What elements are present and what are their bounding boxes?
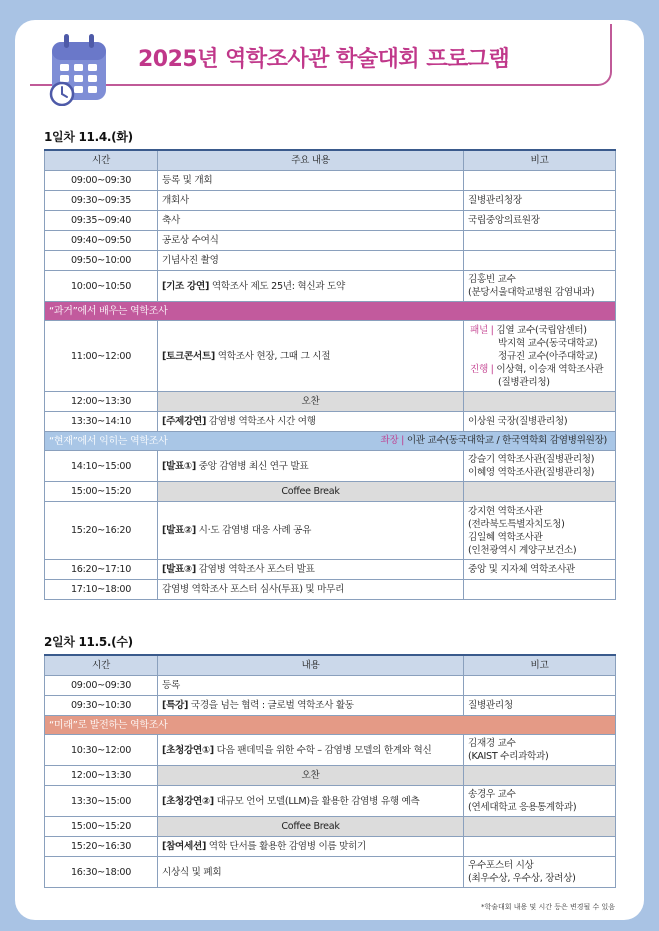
note-cell: 질병관리청장 (464, 191, 616, 211)
table-row (45, 837, 616, 857)
speaker-name: 김일혜 역학조사관 (468, 531, 543, 543)
table-row (45, 231, 616, 251)
table-row (45, 171, 616, 191)
section-title: “과거”에서 배우는 역학조사 (49, 305, 168, 317)
content-cell (158, 451, 464, 482)
time-cell: 09:30~10:30 (45, 696, 158, 716)
content-cell (158, 735, 464, 766)
content-cell (158, 271, 464, 302)
chair-name: 이관 교수(동국대학교 / 한국역학회 감염병위원장) (406, 435, 607, 446)
col-time-header: 시간 (45, 150, 158, 171)
time-cell: 09:00~09:30 (45, 171, 158, 191)
time-cell: 14:10~15:00 (45, 451, 158, 482)
speaker-affiliation: (연세대학교 응용통계학과) (468, 802, 577, 813)
time-cell: 15:00~15:20 (45, 482, 158, 502)
session-title: 다음 팬데믹을 위한 수학 – 감염병 모델의 한계와 혁신 (213, 744, 432, 756)
note-cell: 국립중앙의료원장 (464, 211, 616, 231)
table-row (45, 191, 616, 211)
time-cell: 09:30~09:35 (45, 191, 158, 211)
speaker-name: 송경우 교수 (468, 789, 516, 800)
session-tag: [특강] (162, 700, 189, 711)
session-tag: [발표②] (162, 525, 196, 536)
panel-member: 김열 교수(국립암센터) (496, 324, 587, 336)
note-cell (464, 735, 616, 766)
content-cell (158, 786, 464, 817)
note-cell: 질병관리청 (464, 696, 616, 716)
host-affiliation: (질병관리청) (498, 376, 550, 388)
table-row (45, 857, 616, 888)
session-title: 감염병 역학조사 포스터 발표 (195, 564, 315, 575)
col-note-header: 비고 (464, 655, 616, 676)
table-row (45, 392, 616, 412)
note-cell (464, 817, 616, 837)
note-cell (464, 766, 616, 786)
table-row (45, 560, 616, 580)
break-cell: Coffee Break (158, 817, 464, 837)
session-title: 역학조사 현장, 그때 그 시절 (215, 350, 331, 362)
note-cell (464, 251, 616, 271)
award-note: 우수포스터 시상 (468, 860, 534, 871)
time-cell: 11:00~12:00 (45, 321, 158, 392)
col-note-header: 비고 (464, 150, 616, 171)
session-tag: [초청강연①] (162, 744, 214, 756)
session-tag: [토크콘서트] (162, 350, 216, 362)
note-cell (464, 786, 616, 817)
calendar-clock-icon (44, 24, 114, 106)
content-cell (158, 560, 464, 580)
section-title: “미래”로 발전하는 역학조사 (49, 719, 168, 731)
speaker-affiliation: (인천광역시 계양구보건소) (468, 544, 577, 556)
session-title: 시·도 감염병 대응 사례 공유 (195, 525, 312, 536)
content-cell (158, 837, 464, 857)
note-cell (464, 837, 616, 857)
speaker-name: 강슬기 역학조사관(질병관리청) (468, 454, 595, 465)
section-title: “현재”에서 익히는 역학조사 (49, 435, 168, 447)
note-cell (464, 392, 616, 412)
table-row (45, 251, 616, 271)
time-cell: 16:20~17:10 (45, 560, 158, 580)
col-time-header: 시간 (45, 655, 158, 676)
table-row (45, 676, 616, 696)
note-cell (464, 502, 616, 560)
content-cell: 등록 (158, 676, 464, 696)
table-row (45, 211, 616, 231)
note-cell (464, 482, 616, 502)
note-cell (464, 580, 616, 600)
note-cell (464, 271, 616, 302)
time-cell: 13:30~15:00 (45, 786, 158, 817)
content-cell: 축사 (158, 211, 464, 231)
note-cell: 이상원 국장(질병관리청) (464, 412, 616, 432)
content-cell: 시상식 및 폐회 (158, 857, 464, 888)
day1-schedule-table (44, 149, 616, 600)
panel-member: 박지혁 교수(동국대학교) (498, 337, 598, 349)
speaker-affiliation: (분당서울대학교병원 감염내과) (468, 287, 595, 298)
session-title: 역학 단서를 활용한 감염병 이름 맞히기 (206, 841, 367, 852)
time-cell: 15:20~16:30 (45, 837, 158, 857)
time-cell: 12:00~13:30 (45, 766, 158, 786)
time-cell: 09:35~09:40 (45, 211, 158, 231)
col-content-header: 주요 내용 (158, 150, 464, 171)
speaker-name: 이혜영 역학조사관(질병관리청) (468, 467, 595, 478)
speaker-name: 강지현 역학조사관 (468, 505, 543, 517)
time-cell: 10:30~12:00 (45, 735, 158, 766)
table-row (45, 766, 616, 786)
note-cell (464, 231, 616, 251)
content-cell: 감염병 역학조사 포스터 심사(투표) 및 마무리 (158, 580, 464, 600)
section-row-future (45, 716, 616, 735)
session-tag: [기조 강연] (162, 280, 210, 292)
award-categories: (최우수상, 우수상, 장려상) (468, 873, 576, 884)
session-title: 역학조사 제도 25년: 혁신과 도약 (209, 280, 345, 292)
content-cell: 기념사진 촬영 (158, 251, 464, 271)
table-row (45, 451, 616, 482)
chair-label: 좌장 | (380, 435, 407, 446)
host-label: 진행 | (470, 363, 497, 375)
session-tag: [참여세션] (162, 841, 207, 852)
table-row (45, 580, 616, 600)
lunch-cell: 오찬 (158, 766, 464, 786)
session-title: 중앙 감염병 최신 연구 발표 (195, 460, 309, 472)
time-cell: 16:30~18:00 (45, 857, 158, 888)
session-tag: [발표①] (162, 460, 196, 472)
time-cell: 15:00~15:20 (45, 817, 158, 837)
session-tag: [발표③] (162, 564, 196, 575)
table-row (45, 502, 616, 560)
table-row (45, 817, 616, 837)
section-row-past (45, 302, 616, 321)
panel-member: 정규진 교수(아주대학교) (498, 350, 598, 362)
table-row (45, 696, 616, 716)
table-row (45, 412, 616, 432)
note-cell: 중앙 및 지자체 역학조사관 (464, 560, 616, 580)
col-content-header: 내용 (158, 655, 464, 676)
time-cell: 15:20~16:20 (45, 502, 158, 560)
section-row-present (45, 432, 616, 451)
day2-schedule-table (44, 654, 616, 888)
content-cell: 공로상 수여식 (158, 231, 464, 251)
content-cell: 개회사 (158, 191, 464, 211)
note-cell (464, 676, 616, 696)
table-row (45, 321, 616, 392)
time-cell: 09:40~09:50 (45, 231, 158, 251)
footnote: *학술대회 내용 및 시간 등은 변경될 수 있음 (480, 903, 615, 911)
table-row (45, 482, 616, 502)
time-cell: 12:00~13:30 (45, 392, 158, 412)
session-tag: [초청강연②] (162, 795, 214, 807)
speaker-name: 김홍빈 교수 (468, 274, 516, 285)
note-cell (464, 171, 616, 191)
content-cell (158, 412, 464, 432)
content-cell: 등록 및 개회 (158, 171, 464, 191)
speaker-name: 김재경 교수 (468, 738, 516, 749)
time-cell: 09:00~09:30 (45, 676, 158, 696)
time-cell: 10:00~10:50 (45, 271, 158, 302)
table-row (45, 786, 616, 817)
time-cell: 17:10~18:00 (45, 580, 158, 600)
host-name: 이상혁, 이승재 역학조사관 (496, 363, 604, 375)
lunch-cell: 오찬 (158, 392, 464, 412)
day1-heading: 1일차 11.4.(화) (44, 130, 133, 144)
table-row (45, 735, 616, 766)
table-row (45, 271, 616, 302)
content-cell (158, 502, 464, 560)
speaker-affiliation: (전라북도특별자치도청) (468, 518, 565, 530)
session-title: 감염병 역학조사 시간 여행 (206, 416, 316, 427)
table-header-row (45, 150, 616, 171)
break-cell: Coffee Break (158, 482, 464, 502)
speaker-affiliation: (KAIST 수리과학과) (468, 751, 549, 762)
session-title: 대규모 언어 모델(LLM)을 활용한 감염병 유행 예측 (213, 795, 420, 807)
content-cell (158, 321, 464, 392)
time-cell: 13:30~14:10 (45, 412, 158, 432)
note-cell (464, 451, 616, 482)
session-title: 국경을 넘는 협력 : 글로벌 역학조사 활동 (188, 700, 354, 711)
day2-heading: 2일차 11.5.(수) (44, 635, 133, 649)
time-cell: 09:50~10:00 (45, 251, 158, 271)
panel-label: 패널 | (470, 324, 497, 336)
page-title: 2025년 역학조사관 학술대회 프로그램 (138, 47, 510, 72)
note-cell (464, 857, 616, 888)
content-cell (158, 696, 464, 716)
note-cell (464, 321, 616, 392)
table-header-row (45, 655, 616, 676)
session-tag: [주제강연] (162, 416, 207, 427)
